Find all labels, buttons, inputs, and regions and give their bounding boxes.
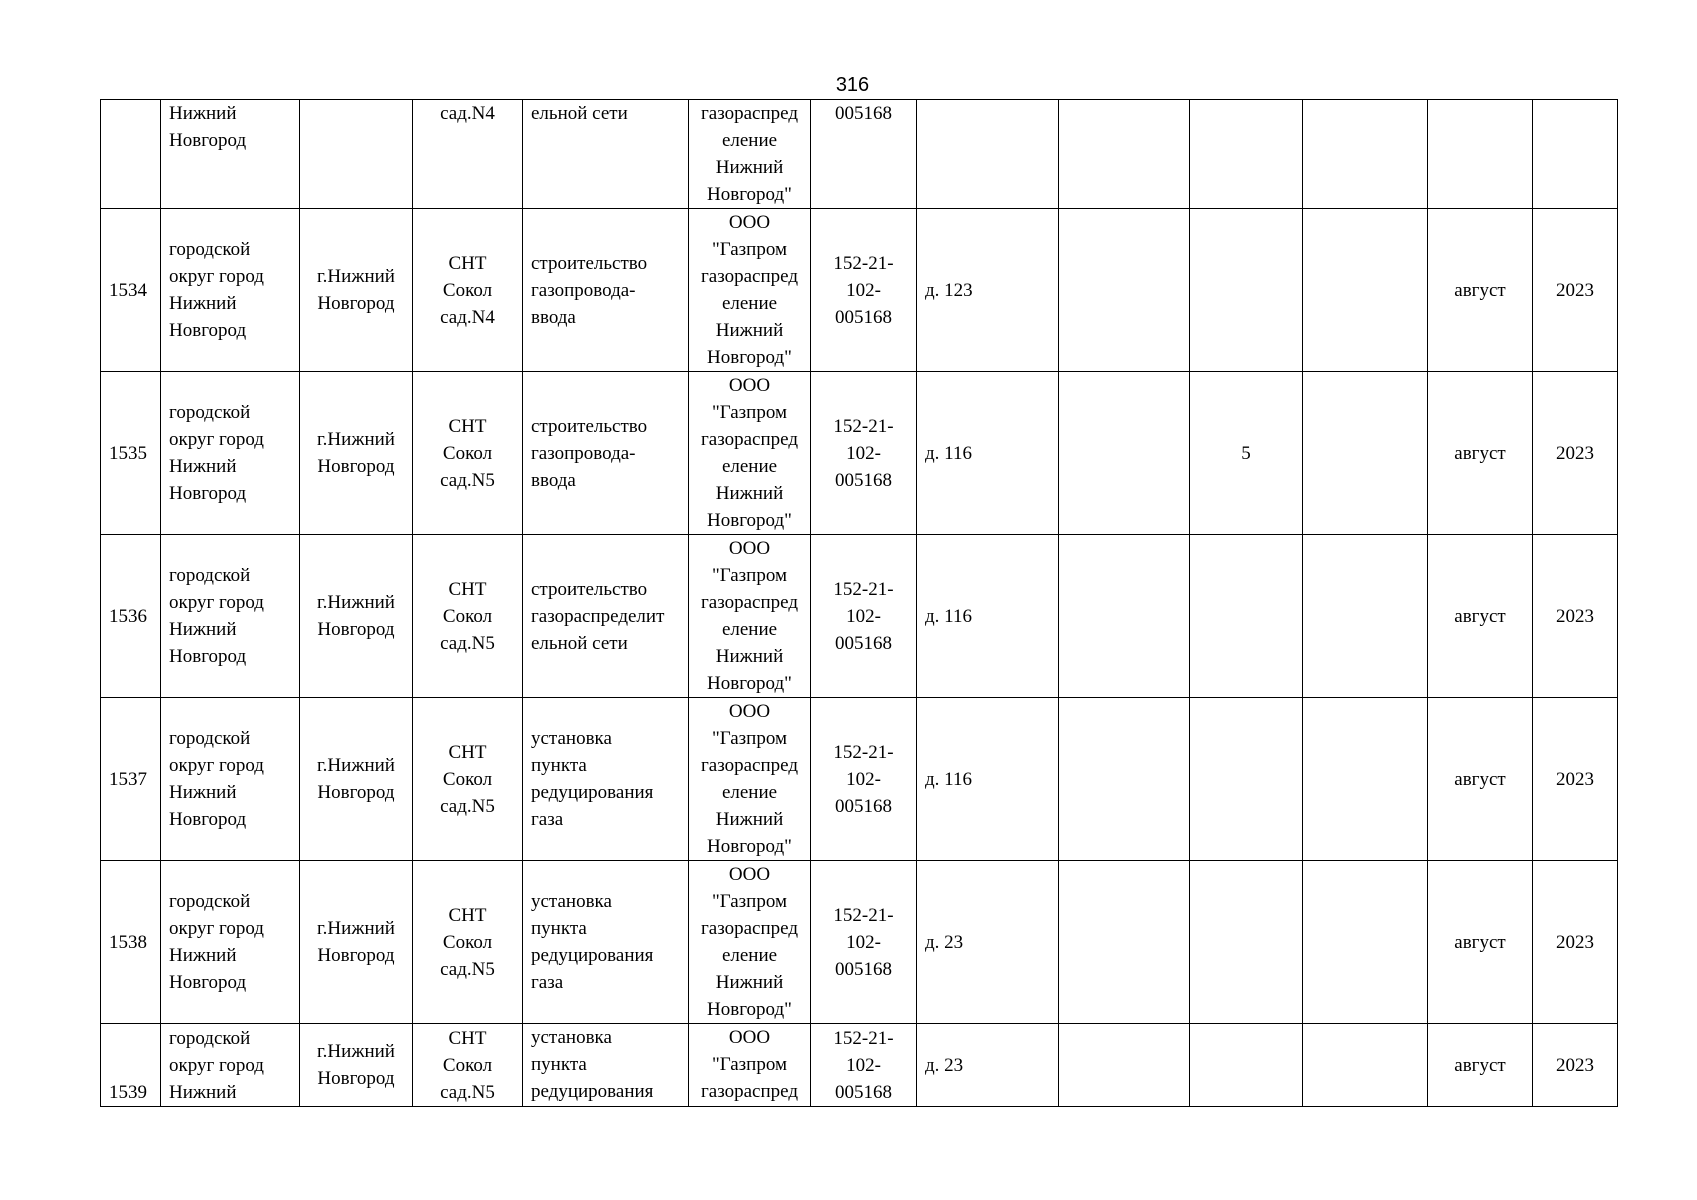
cell-line: г.Нижний	[317, 266, 395, 287]
municipality-cell	[161, 535, 300, 698]
cell-line: г.Нижний	[317, 429, 395, 450]
cell-line: Новгород	[169, 320, 247, 341]
cell-line: 152-21-	[833, 741, 894, 763]
row-number: 1539	[101, 1024, 161, 1107]
cell-line: Новгород	[169, 483, 247, 504]
city-cell	[300, 861, 413, 1024]
cell-line: пункта	[531, 755, 587, 776]
work-type-cell	[523, 209, 689, 372]
cell-line: СНТ	[448, 1027, 487, 1049]
cell-line: Новгород"	[707, 673, 792, 694]
cell-line: ООО	[728, 375, 771, 396]
cell-line: установка	[531, 1027, 612, 1048]
code-cell	[811, 372, 917, 535]
cell-line: Сокол	[442, 768, 493, 790]
year-cell: 2023	[1533, 535, 1618, 698]
cell-line: СНТ	[448, 252, 487, 274]
table-row	[101, 698, 1618, 861]
cell-line: газа	[531, 972, 564, 993]
extra-cell-3	[1303, 535, 1428, 698]
cell-line: 102-	[846, 768, 881, 790]
extra-cell-2	[1190, 861, 1303, 1024]
cell-line: Нижний	[169, 945, 237, 966]
extra-cell-1	[1059, 698, 1190, 861]
organization-cell	[689, 372, 811, 535]
cell-line: Нижний	[169, 103, 237, 124]
cell-line: сад.N4	[440, 103, 495, 124]
table-row	[101, 535, 1618, 698]
year-cell: 2023	[1533, 209, 1618, 372]
year-cell: 2023	[1533, 1024, 1618, 1107]
municipality-cell	[161, 1024, 300, 1107]
year-cell: 2023	[1533, 861, 1618, 1024]
cell-line: газопровода-	[531, 442, 636, 464]
cell-line: Новгород"	[707, 836, 792, 857]
cell-line: Сокол	[442, 605, 493, 627]
organization-cell	[689, 1024, 811, 1107]
cell-line: газораспред	[700, 755, 798, 776]
cell-line: Нижний	[169, 619, 237, 640]
extra-cell-3	[1303, 861, 1428, 1024]
cell-line: Нижний	[715, 972, 784, 993]
cell-line: г.Нижний	[317, 1041, 395, 1062]
cell-line: пункта	[531, 918, 587, 939]
row-number	[101, 100, 161, 209]
place-cell	[413, 698, 523, 861]
cell-line: газораспред	[700, 103, 798, 124]
cell-line: сад.N5	[440, 958, 495, 980]
cell-line: сад.N4	[440, 306, 495, 328]
cell-line: редуцирования	[531, 1081, 654, 1102]
organization-cell	[689, 100, 811, 209]
cell-line: Новгород	[317, 782, 395, 803]
cell-line: 005168	[835, 103, 892, 124]
extra-cell-3	[1303, 1024, 1428, 1107]
code-cell	[811, 698, 917, 861]
organization-cell	[689, 209, 811, 372]
cell-line: 152-21-	[833, 415, 894, 437]
cell-line: городской	[169, 728, 251, 749]
cell-line: газораспред	[700, 266, 798, 287]
cell-line: Новгород"	[707, 347, 792, 368]
extra-cell-2: 5	[1190, 372, 1303, 535]
cell-line: редуцирования	[531, 782, 654, 803]
extra-cell-2	[1190, 535, 1303, 698]
address-cell: д. 116	[917, 698, 1059, 861]
place-cell	[413, 372, 523, 535]
cell-line: Сокол	[442, 931, 493, 953]
cell-line: 102-	[846, 931, 881, 953]
cell-line: газораспред	[700, 429, 798, 450]
cell-line: Новгород	[317, 619, 395, 640]
cell-line: Новгород	[169, 130, 247, 151]
cell-line: установка	[531, 891, 612, 912]
cell-line: г.Нижний	[317, 918, 395, 939]
municipality-cell	[161, 209, 300, 372]
cell-line: Нижний	[169, 1081, 237, 1103]
code-cell	[811, 1024, 917, 1107]
cell-line: газораспред	[700, 918, 798, 939]
cell-line: сад.N5	[440, 469, 495, 491]
cell-line: еление	[721, 293, 778, 314]
cell-line: "Газпром	[711, 1054, 788, 1075]
code-cell	[811, 535, 917, 698]
cell-line: городской	[169, 891, 251, 912]
extra-cell-2	[1190, 698, 1303, 861]
cell-line: Новгород"	[707, 999, 792, 1020]
cell-line: ООО	[728, 538, 771, 559]
cell-line: 102-	[846, 1054, 881, 1076]
work-type-cell	[523, 535, 689, 698]
cell-line: г.Нижний	[317, 592, 395, 613]
city-cell	[300, 698, 413, 861]
organization-cell	[689, 535, 811, 698]
extra-cell-3	[1303, 100, 1428, 209]
cell-line: 152-21-	[833, 1027, 894, 1049]
cell-line: Сокол	[442, 279, 493, 301]
month-cell: август	[1428, 372, 1533, 535]
address-cell: д. 116	[917, 535, 1059, 698]
municipality-cell	[161, 100, 300, 209]
table-row	[101, 861, 1618, 1024]
cell-line: округ город	[169, 755, 264, 776]
cell-line: "Газпром	[711, 402, 788, 423]
extra-cell-2	[1190, 100, 1303, 209]
municipality-cell	[161, 372, 300, 535]
cell-line: ввода	[531, 306, 576, 328]
place-cell	[413, 100, 523, 209]
cell-line: Нижний	[169, 293, 237, 314]
cell-line: 005168	[835, 469, 892, 491]
organization-cell	[689, 861, 811, 1024]
city-cell	[300, 1024, 413, 1107]
cell-line: газораспределит	[531, 605, 665, 627]
year-cell: 2023	[1533, 698, 1618, 861]
cell-line: СНТ	[448, 415, 487, 437]
cell-line: СНТ	[448, 904, 487, 926]
month-cell: август	[1428, 209, 1533, 372]
year-cell	[1533, 100, 1618, 209]
cell-line: Новгород	[317, 456, 395, 477]
work-type-cell	[523, 372, 689, 535]
extra-cell-3	[1303, 698, 1428, 861]
table-body	[101, 100, 1618, 1107]
code-cell	[811, 209, 917, 372]
cell-line: Нижний	[169, 456, 237, 477]
cell-line: 152-21-	[833, 904, 894, 926]
cell-line: Нижний	[715, 157, 784, 178]
cell-line: 005168	[835, 958, 892, 980]
address-cell: д. 23	[917, 1024, 1059, 1107]
cell-line: 102-	[846, 279, 881, 301]
code-cell	[811, 861, 917, 1024]
cell-line: газа	[531, 809, 564, 830]
cell-line: Новгород	[317, 293, 395, 314]
cell-line: сад.N5	[440, 1081, 495, 1103]
work-type-cell	[523, 861, 689, 1024]
cell-line: Новгород"	[707, 510, 792, 531]
gas-works-table	[100, 99, 1618, 1107]
work-type-cell	[523, 100, 689, 209]
cell-line: "Газпром	[711, 728, 788, 749]
cell-line: Новгород"	[707, 184, 792, 205]
page-number: 316	[835, 74, 870, 96]
cell-line: пункта	[531, 1054, 587, 1075]
extra-cell-3	[1303, 209, 1428, 372]
row-number: 1535	[101, 372, 161, 535]
place-cell	[413, 1024, 523, 1107]
extra-cell-1	[1059, 100, 1190, 209]
extra-cell-1	[1059, 861, 1190, 1024]
cell-line: городской	[169, 1027, 251, 1049]
cell-line: еление	[721, 619, 778, 640]
month-cell: август	[1428, 1024, 1533, 1107]
extra-cell-1	[1059, 372, 1190, 535]
cell-line: округ город	[169, 592, 264, 613]
address-cell: д. 116	[917, 372, 1059, 535]
extra-cell-1	[1059, 535, 1190, 698]
cell-line: городской	[169, 565, 251, 586]
month-cell: август	[1428, 535, 1533, 698]
cell-line: "Газпром	[711, 565, 788, 586]
row-number: 1537	[101, 698, 161, 861]
organization-cell	[689, 698, 811, 861]
cell-line: "Газпром	[711, 891, 788, 912]
city-cell	[300, 209, 413, 372]
cell-line: Новгород	[169, 646, 247, 667]
cell-line: установка	[531, 728, 612, 749]
extra-cell-3	[1303, 372, 1428, 535]
cell-line: Новгород	[169, 809, 247, 830]
cell-line: 102-	[846, 605, 881, 627]
cell-line: еление	[721, 456, 778, 477]
address-cell	[917, 100, 1059, 209]
address-cell: д. 23	[917, 861, 1059, 1024]
extra-cell-2	[1190, 209, 1303, 372]
cell-line: городской	[169, 239, 251, 260]
work-type-cell	[523, 698, 689, 861]
cell-line: ООО	[728, 864, 771, 885]
cell-line: г.Нижний	[317, 755, 395, 776]
place-cell	[413, 209, 523, 372]
cell-line: ООО	[728, 212, 771, 233]
cell-line: округ город	[169, 918, 264, 939]
cell-line: 005168	[835, 632, 892, 654]
cell-line: "Газпром	[711, 239, 788, 260]
cell-line: редуцирования	[531, 945, 654, 966]
table-row	[101, 1024, 1618, 1107]
cell-line: 005168	[835, 306, 892, 328]
cell-line: строительство	[531, 578, 648, 600]
table-row	[101, 372, 1618, 535]
cell-line: ельной сети	[531, 103, 628, 124]
cell-line: округ город	[169, 266, 264, 287]
code-cell	[811, 100, 917, 209]
row-number: 1536	[101, 535, 161, 698]
municipality-cell	[161, 698, 300, 861]
cell-line: 102-	[846, 442, 881, 464]
cell-line: газораспред	[700, 1081, 798, 1102]
cell-line: Нижний	[715, 320, 784, 341]
table-row	[101, 209, 1618, 372]
cell-line: Сокол	[442, 1054, 493, 1076]
extra-cell-1	[1059, 209, 1190, 372]
city-cell	[300, 535, 413, 698]
cell-line: еление	[721, 945, 778, 966]
row-number: 1538	[101, 861, 161, 1024]
cell-line: ООО	[728, 1027, 771, 1048]
address-cell: д. 123	[917, 209, 1059, 372]
cell-line: сад.N5	[440, 632, 495, 654]
year-cell: 2023	[1533, 372, 1618, 535]
cell-line: округ город	[169, 429, 264, 450]
cell-line: Нижний	[715, 809, 784, 830]
cell-line: Новгород	[317, 1068, 395, 1089]
cell-line: 152-21-	[833, 578, 894, 600]
cell-line: Сокол	[442, 442, 493, 464]
place-cell	[413, 861, 523, 1024]
city-cell	[300, 372, 413, 535]
cell-line: газопровода-	[531, 279, 636, 301]
cell-line: строительство	[531, 415, 648, 437]
cell-line: Нижний	[715, 483, 784, 504]
month-cell: август	[1428, 861, 1533, 1024]
cell-line: ельной сети	[531, 632, 628, 654]
cell-line: округ город	[169, 1054, 264, 1076]
cell-line: газораспред	[700, 592, 798, 613]
cell-line: ООО	[728, 701, 771, 722]
cell-line: еление	[721, 782, 778, 803]
month-cell: август	[1428, 698, 1533, 861]
cell-line: СНТ	[448, 578, 487, 600]
cell-line: 005168	[835, 1081, 892, 1103]
cell-line: Новгород	[169, 972, 247, 993]
cell-line: СНТ	[448, 741, 487, 763]
cell-line: Новгород	[317, 945, 395, 966]
cell-line: городской	[169, 402, 251, 423]
city-cell	[300, 100, 413, 209]
place-cell	[413, 535, 523, 698]
month-cell	[1428, 100, 1533, 209]
cell-line: сад.N5	[440, 795, 495, 817]
extra-cell-2	[1190, 1024, 1303, 1107]
row-number: 1534	[101, 209, 161, 372]
cell-line: 005168	[835, 795, 892, 817]
extra-cell-1	[1059, 1024, 1190, 1107]
table-row	[101, 100, 1618, 209]
municipality-cell	[161, 861, 300, 1024]
work-type-cell	[523, 1024, 689, 1107]
cell-line: Нижний	[715, 646, 784, 667]
cell-line: Нижний	[169, 782, 237, 803]
cell-line: ввода	[531, 469, 576, 491]
cell-line: 152-21-	[833, 252, 894, 274]
cell-line: строительство	[531, 252, 648, 274]
cell-line: еление	[721, 130, 778, 151]
